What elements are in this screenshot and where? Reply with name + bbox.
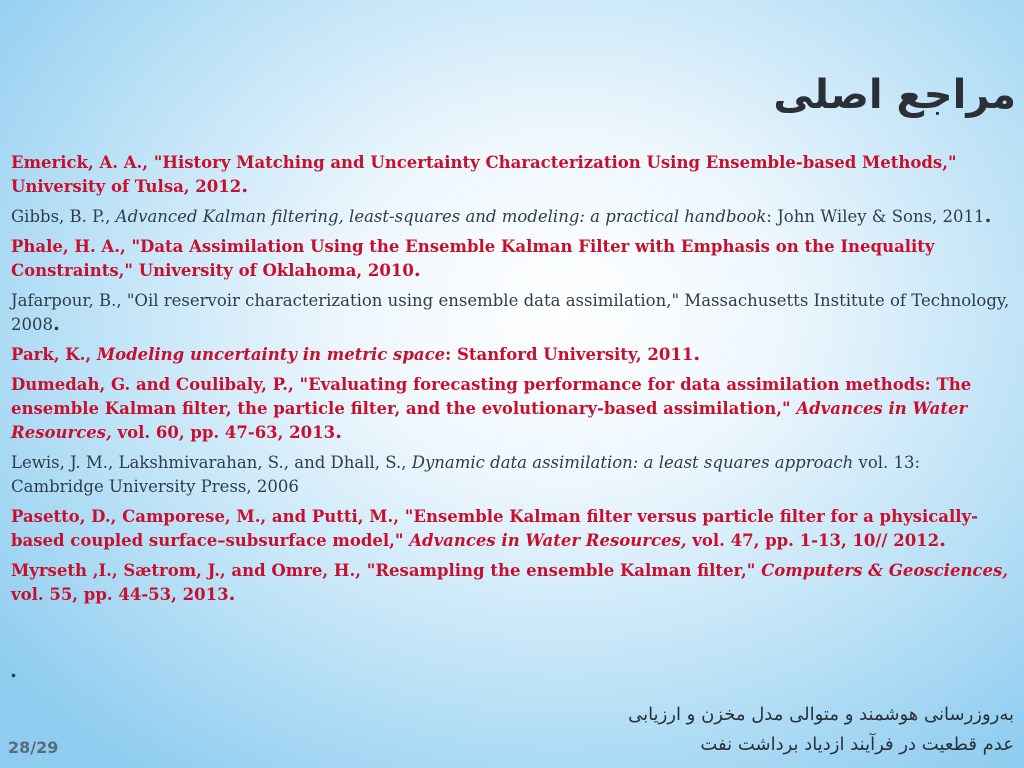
footer-line: عدم قطعیت در فرآیند ازدیاد برداشت نفت xyxy=(700,734,1014,755)
reference-item: Phale, H. A., "Data Assimilation Using the Ensemble Kalman Filter with Emphasis on the Inequality Constraints," University of Oklahoma, 2010. xyxy=(11,237,935,281)
footer-caption xyxy=(628,700,1014,760)
reference-list xyxy=(11,151,1011,613)
reference-item: Dumedah, G. and Coulibaly, P., "Evaluating forecasting performance for data assimilation methods: The ensemble Kalman filter, the particle filter, and the evolutionary-based assimilation," Advances in Water Resources, vol. 60, pp. 47-63, 2013. xyxy=(11,375,972,443)
reference-item: Gibbs, B. P., Advanced Kalman filtering, least-squares and modeling: a practical handbook: John Wiley & Sons, 2011. xyxy=(11,203,992,227)
page-number: 28/29 xyxy=(8,738,59,757)
reference-item: Myrseth ,I., Sætrom, J., and Omre, H., "Resampling the ensemble Kalman filter," Computers & Geosciences, vol. 55, pp. 44-53, 2013. xyxy=(11,561,1009,605)
reference-item: Jafarpour, B., "Oil reservoir characterization using ensemble data assimilation," Massachusetts Institute of Technology, 2008. xyxy=(11,291,1010,335)
empty-bullet: . xyxy=(10,658,17,682)
reference-item: Park, K., Modeling uncertainty in metric space: Stanford University, 2011. xyxy=(11,341,701,365)
reference-item: Pasetto, D., Camporese, M., and Putti, M., "Ensemble Kalman filter versus particle filter for a physically-based coupled surface–subsurface model," Advances in Water Resources, vol. 47, pp. 1-13, 10// 2012. xyxy=(11,507,978,551)
slide-title: مراجع اصلی xyxy=(773,72,1016,118)
reference-item: Lewis, J. M., Lakshmivarahan, S., and Dhall, S., Dynamic data assimilation: a least squares approach vol. 13: Cambridge University Press, 2006 xyxy=(11,453,921,496)
footer-line: به‌روزرسانی هوشمند و متوالی مدل مخزن و ارزیابی xyxy=(628,704,1014,725)
reference-item: Emerick, A. A., "History Matching and Uncertainty Characterization Using Ensemble-based Methods," University of Tulsa, 2012. xyxy=(11,153,957,197)
